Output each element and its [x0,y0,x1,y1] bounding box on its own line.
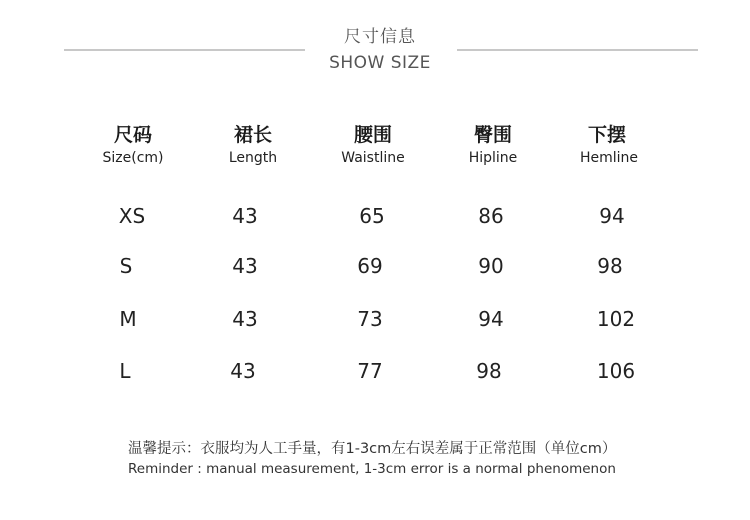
table-cell: M [119,307,137,331]
section-title-chinese: 尺寸信息 [344,27,416,47]
table-cell: 98 [597,254,623,278]
column-header-en: Hemline [579,150,639,166]
table-cell: 43 [232,254,258,278]
column-header-cn: 尺码 [113,124,152,146]
table-cell: 106 [596,359,636,383]
table-cell: L [119,359,131,383]
column-header-cn: 臀围 [473,124,512,146]
column-header-en: Size(cm) [102,150,164,166]
column-header-en: Waistline [341,150,405,166]
table-cell: 102 [596,307,636,331]
column-header-cn: 裙长 [233,124,272,146]
table-cell: 73 [357,307,383,331]
footnote-english: Reminder : manual measurement, 1-3cm error is a normal phenomenon [128,461,616,477]
column-header-en: Length [228,150,278,166]
table-cell: 94 [478,307,504,331]
table-cell: XS [118,204,146,228]
table-cell: 98 [476,359,502,383]
table-cell: 69 [357,254,383,278]
table-cell: 43 [230,359,256,383]
column-header-cn: 下摆 [587,124,626,146]
column-header-cn: 腰围 [353,124,392,146]
table-cell: 43 [232,307,258,331]
table-cell: 94 [599,204,625,228]
column-header-en: Hipline [468,150,518,166]
table-cell: 86 [478,204,504,228]
table-cell: 43 [232,204,258,228]
footnote-chinese: 温馨提示：衣服均为人工手量，有1-3cm左右误差属于正常范围（单位cm） [128,441,617,457]
table-cell: 77 [357,359,383,383]
table-cell: S [119,254,133,278]
section-title-english: SHOW SIZE [329,53,431,73]
table-cell: 90 [478,254,504,278]
table-cell: 65 [359,204,385,228]
